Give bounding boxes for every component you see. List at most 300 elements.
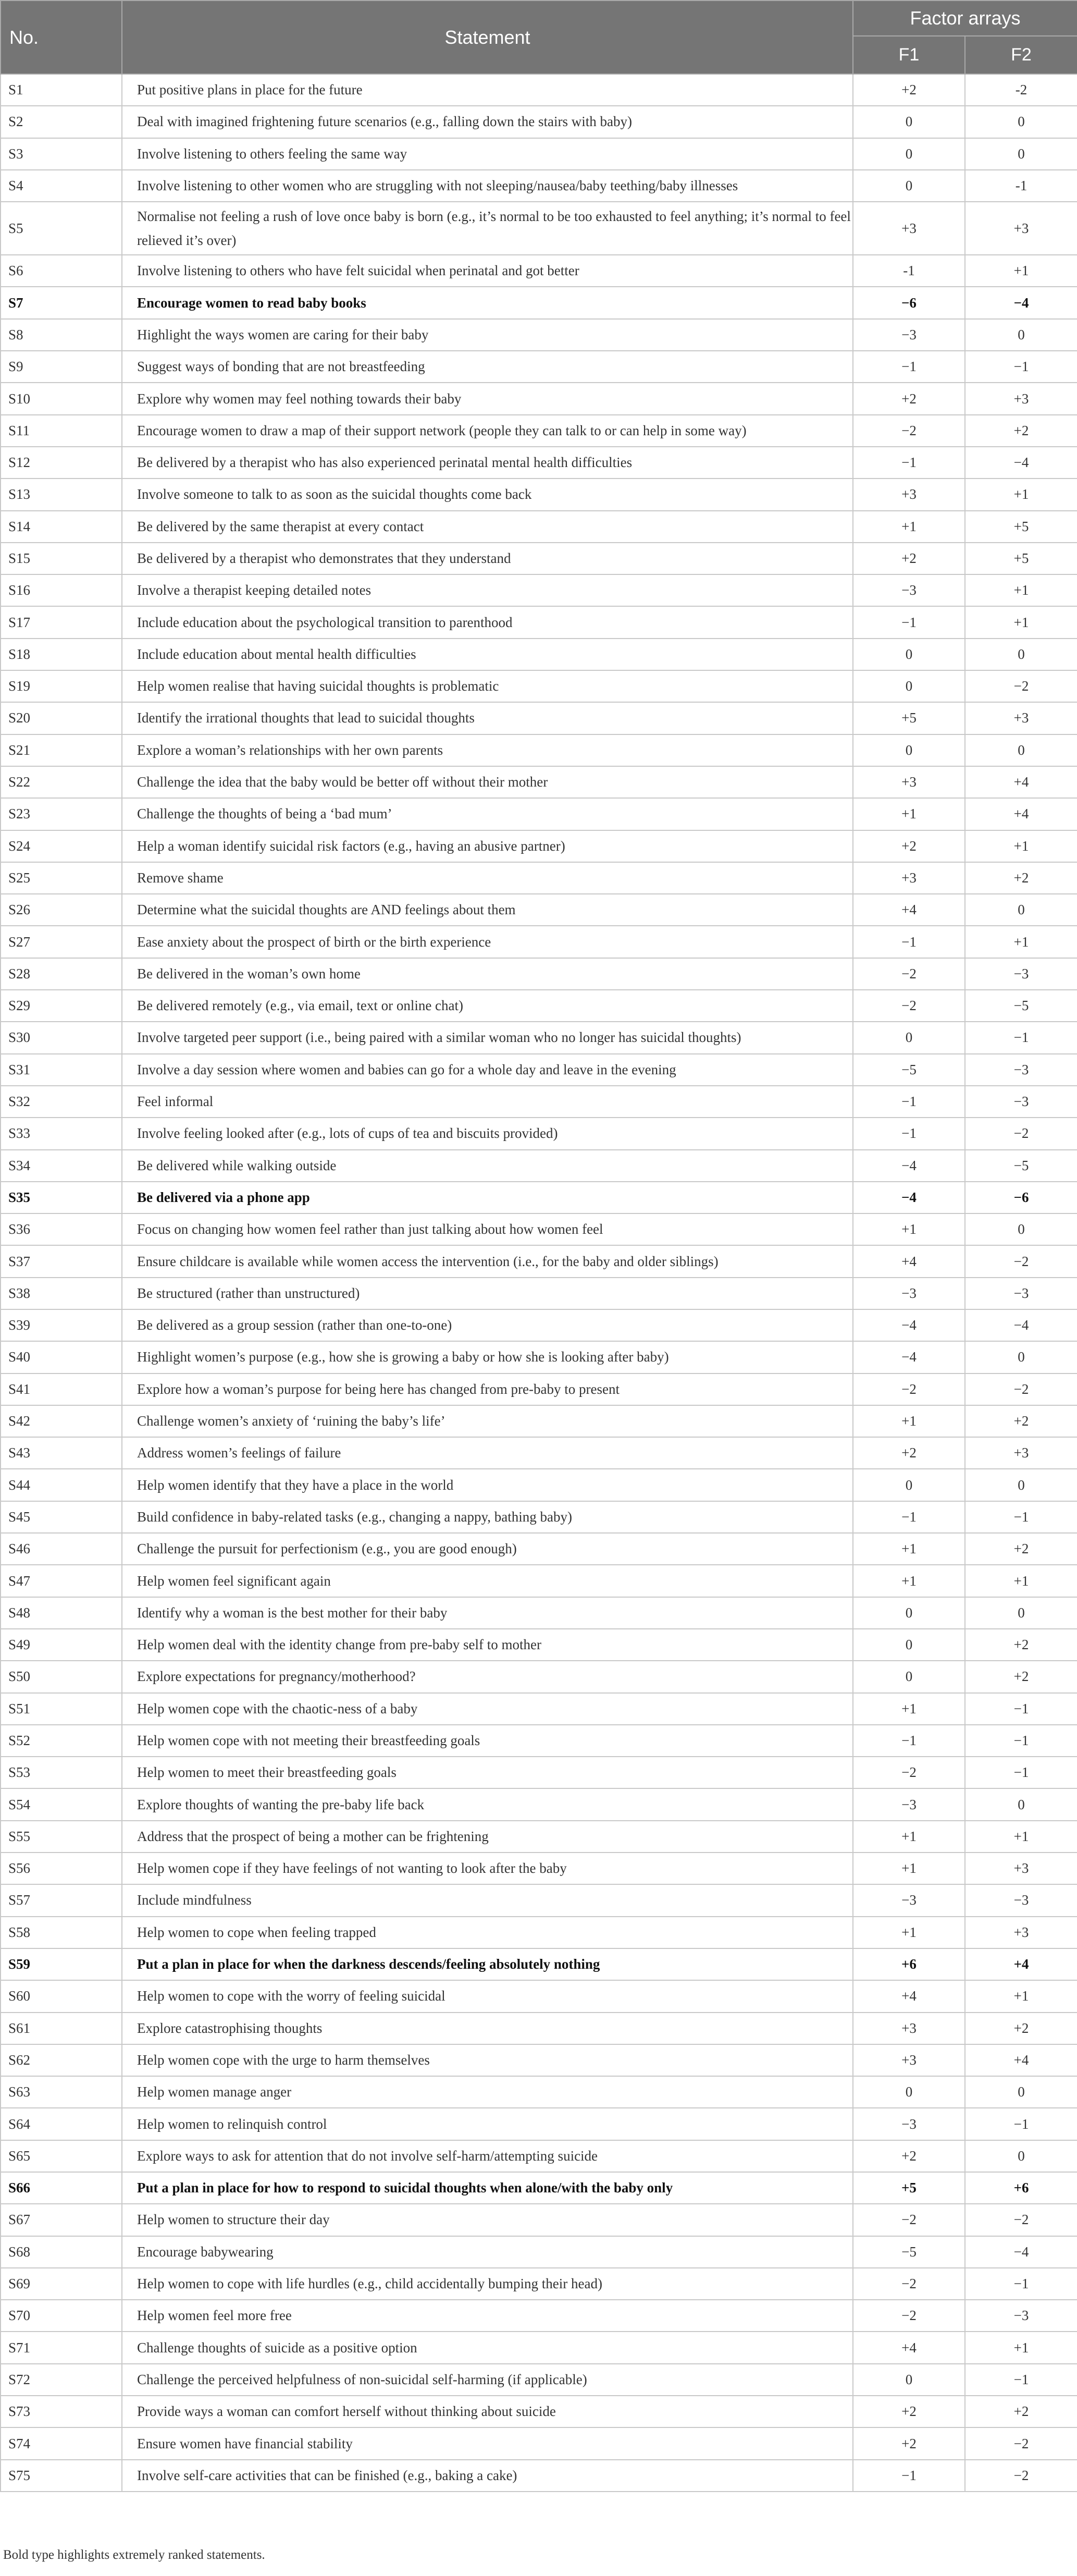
cell-no: S62 — [1, 2044, 122, 2076]
table-row — [1, 2268, 1077, 2300]
cell-statement: Explore catastrophising thoughts — [122, 2013, 853, 2044]
cell-statement: Help women realise that having suicidal thoughts is problematic — [122, 670, 853, 702]
cell-no: S8 — [1, 319, 122, 351]
cell-statement: Involve someone to talk to as soon as the suicidal thoughts come back — [122, 479, 853, 510]
table-row — [1, 1118, 1077, 1149]
cell-statement: Help women deal with the identity change from pre-baby self to mother — [122, 1629, 853, 1661]
cell-no: S59 — [1, 1948, 122, 1980]
cell-no: S73 — [1, 2396, 122, 2427]
cell-no: S6 — [1, 255, 122, 287]
cell-f1: −3 — [853, 1278, 965, 1309]
cell-statement: Highlight the ways women are caring for their baby — [122, 319, 853, 351]
cell-statement: Explore how a woman’s purpose for being here has changed from pre-baby to present — [122, 1373, 853, 1405]
cell-f1: +1 — [853, 1213, 965, 1245]
cell-f1: 0 — [853, 2076, 965, 2108]
cell-f2: 0 — [965, 2140, 1077, 2172]
cell-statement: Explore a woman’s relationships with her own parents — [122, 734, 853, 766]
cell-f1: +2 — [853, 2427, 965, 2459]
table-row — [1, 1182, 1077, 1213]
cell-f2: +4 — [965, 1948, 1077, 1980]
cell-f2: −2 — [965, 2204, 1077, 2236]
table-row — [1, 798, 1077, 830]
cell-f2: +5 — [965, 511, 1077, 543]
table-row — [1, 639, 1077, 670]
cell-no: S50 — [1, 1661, 122, 1692]
cell-statement: Highlight women’s purpose (e.g., how she is growing a baby or how she is looking after baby) — [122, 1341, 853, 1373]
cell-statement: Explore ways to ask for attention that do not involve self-harm/attempting suicide — [122, 2140, 853, 2172]
cell-statement: Involve listening to others feeling the same way — [122, 138, 853, 170]
cell-statement: Encourage women to draw a map of their support network (people they can talk to or can help in some way) — [122, 415, 853, 447]
cell-statement: Be delivered as a group session (rather than one-to-one) — [122, 1309, 853, 1341]
cell-statement: Help women cope with the urge to harm themselves — [122, 2044, 853, 2076]
table-row — [1, 1533, 1077, 1565]
cell-statement: Help women to cope with life hurdles (e.g., child accidentally bumping their head) — [122, 2268, 853, 2300]
cell-f1: −2 — [853, 2268, 965, 2300]
table-row — [1, 479, 1077, 510]
cell-f2: −1 — [965, 1757, 1077, 1788]
cell-no: S16 — [1, 574, 122, 606]
table-row — [1, 2076, 1077, 2108]
cell-f2: 0 — [965, 319, 1077, 351]
cell-statement: Put a plan in place for when the darkness descends/feeling absolutely nothing — [122, 1948, 853, 1980]
cell-no: S61 — [1, 2013, 122, 2044]
cell-statement: Put positive plans in place for the future — [122, 74, 853, 106]
cell-f1: -1 — [853, 255, 965, 287]
table-row — [1, 1373, 1077, 1405]
cell-no: S68 — [1, 2236, 122, 2268]
cell-f2: 0 — [965, 639, 1077, 670]
cell-statement: Address women’s feelings of failure — [122, 1437, 853, 1469]
cell-no: S52 — [1, 1725, 122, 1757]
table-row — [1, 1821, 1077, 1853]
cell-no: S21 — [1, 734, 122, 766]
cell-no: S32 — [1, 1086, 122, 1118]
table-row — [1, 1788, 1077, 1820]
cell-no: S47 — [1, 1565, 122, 1597]
cell-f2: 0 — [965, 1469, 1077, 1501]
cell-no: S75 — [1, 2460, 122, 2492]
cell-f2: +2 — [965, 2396, 1077, 2427]
cell-no: S25 — [1, 862, 122, 894]
cell-no: S38 — [1, 1278, 122, 1309]
table-row — [1, 1022, 1077, 1053]
cell-f1: +4 — [853, 894, 965, 926]
cell-f1: −2 — [853, 2300, 965, 2332]
cell-statement: Challenge women’s anxiety of ‘ruining the baby’s life’ — [122, 1405, 853, 1437]
cell-f1: 0 — [853, 734, 965, 766]
cell-f2: −2 — [965, 1245, 1077, 1277]
cell-statement: Be delivered by the same therapist at every contact — [122, 511, 853, 543]
cell-no: S20 — [1, 702, 122, 734]
cell-f1: −3 — [853, 319, 965, 351]
cell-f2: +1 — [965, 830, 1077, 862]
table-row — [1, 670, 1077, 702]
cell-f1: −1 — [853, 447, 965, 479]
cell-statement: Explore expectations for pregnancy/motherhood? — [122, 1661, 853, 1692]
cell-statement: Explore why women may feel nothing towards their baby — [122, 383, 853, 414]
table-row — [1, 1597, 1077, 1629]
cell-statement: Involve listening to others who have felt suicidal when perinatal and got better — [122, 255, 853, 287]
cell-f2: +3 — [965, 202, 1077, 255]
cell-no: S1 — [1, 74, 122, 106]
cell-no: S64 — [1, 2108, 122, 2140]
cell-statement: Be delivered while walking outside — [122, 1150, 853, 1182]
cell-no: S34 — [1, 1150, 122, 1182]
table-row — [1, 1693, 1077, 1725]
table-footnote: Bold type highlights extremely ranked statements. — [3, 2548, 265, 2562]
cell-statement: Involve self-care activities that can be finished (e.g., baking a cake) — [122, 2460, 853, 2492]
table-row — [1, 574, 1077, 606]
cell-f1: +4 — [853, 2332, 965, 2363]
cell-f2: −2 — [965, 1373, 1077, 1405]
table-row — [1, 2300, 1077, 2332]
cell-f2: −1 — [965, 1501, 1077, 1533]
cell-no: S44 — [1, 1469, 122, 1501]
cell-no: S49 — [1, 1629, 122, 1661]
cell-no: S65 — [1, 2140, 122, 2172]
cell-no: S10 — [1, 383, 122, 414]
cell-f1: −4 — [853, 1309, 965, 1341]
cell-f1: +3 — [853, 479, 965, 510]
cell-statement: Help women feel more free — [122, 2300, 853, 2332]
table-row — [1, 1661, 1077, 1692]
table-row — [1, 1565, 1077, 1597]
cell-statement: Encourage babywearing — [122, 2236, 853, 2268]
cell-f1: 0 — [853, 1022, 965, 1053]
cell-no: S28 — [1, 958, 122, 990]
cell-f2: 0 — [965, 106, 1077, 138]
cell-statement: Identify why a woman is the best mother for their baby — [122, 1597, 853, 1629]
cell-f1: +4 — [853, 1245, 965, 1277]
cell-statement: Be structured (rather than unstructured) — [122, 1278, 853, 1309]
table-row — [1, 1213, 1077, 1245]
cell-statement: Be delivered remotely (e.g., via email, text or online chat) — [122, 990, 853, 1022]
cell-f1: +1 — [853, 1853, 965, 1884]
cell-no: S13 — [1, 479, 122, 510]
table-row — [1, 734, 1077, 766]
cell-f1: −3 — [853, 574, 965, 606]
table-row — [1, 106, 1077, 138]
cell-f1: 0 — [853, 1629, 965, 1661]
cell-f1: 0 — [853, 1597, 965, 1629]
table-row — [1, 2332, 1077, 2363]
table-row — [1, 1245, 1077, 1277]
cell-f2: −3 — [965, 2300, 1077, 2332]
cell-f2: +1 — [965, 1565, 1077, 1597]
table-row — [1, 202, 1077, 255]
table-row — [1, 543, 1077, 574]
cell-f1: −5 — [853, 1054, 965, 1086]
cell-f2: −1 — [965, 2268, 1077, 2300]
cell-f2: −4 — [965, 287, 1077, 318]
table-row — [1, 1437, 1077, 1469]
cell-f1: −6 — [853, 287, 965, 318]
cell-no: S33 — [1, 1118, 122, 1149]
cell-no: S27 — [1, 926, 122, 958]
table-row — [1, 926, 1077, 958]
cell-no: S40 — [1, 1341, 122, 1373]
cell-statement: Remove shame — [122, 862, 853, 894]
cell-statement: Provide ways a woman can comfort herself without thinking about suicide — [122, 2396, 853, 2427]
table-row — [1, 447, 1077, 479]
cell-no: S37 — [1, 1245, 122, 1277]
cell-f1: +3 — [853, 202, 965, 255]
cell-statement: Help women to meet their breastfeeding goals — [122, 1757, 853, 1788]
cell-no: S22 — [1, 766, 122, 798]
cell-f2: −1 — [965, 351, 1077, 383]
cell-f1: +1 — [853, 1565, 965, 1597]
cell-no: S46 — [1, 1533, 122, 1565]
cell-statement: Help a woman identify suicidal risk factors (e.g., having an abusive partner) — [122, 830, 853, 862]
cell-f1: +6 — [853, 1948, 965, 1980]
cell-statement: Help women manage anger — [122, 2076, 853, 2108]
cell-f2: +3 — [965, 1437, 1077, 1469]
table-row — [1, 1853, 1077, 1884]
cell-f2: −3 — [965, 1086, 1077, 1118]
header-statement: Statement — [122, 1, 853, 74]
cell-no: S18 — [1, 639, 122, 670]
cell-statement: Help women cope if they have feelings of not wanting to look after the baby — [122, 1853, 853, 1884]
cell-statement: Suggest ways of bonding that are not breastfeeding — [122, 351, 853, 383]
cell-f2: 0 — [965, 1788, 1077, 1820]
cell-statement: Put a plan in place for how to respond to suicidal thoughts when alone/with the baby only — [122, 2172, 853, 2204]
cell-f2: +3 — [965, 383, 1077, 414]
cell-f2: −2 — [965, 670, 1077, 702]
table-row — [1, 1948, 1077, 1980]
cell-f1: −2 — [853, 1757, 965, 1788]
cell-f1: +1 — [853, 1821, 965, 1853]
cell-statement: Encourage women to read baby books — [122, 287, 853, 318]
table-row — [1, 830, 1077, 862]
table-row — [1, 74, 1077, 106]
table-row — [1, 1405, 1077, 1437]
cell-statement: Feel informal — [122, 1086, 853, 1118]
cell-f2: +2 — [965, 862, 1077, 894]
cell-statement: Determine what the suicidal thoughts are AND feelings about them — [122, 894, 853, 926]
header-no: No. — [1, 1, 122, 74]
cell-f2: +1 — [965, 479, 1077, 510]
table-row — [1, 1884, 1077, 1916]
cell-no: S36 — [1, 1213, 122, 1245]
cell-statement: Involve feeling looked after (e.g., lots of cups of tea and biscuits provided) — [122, 1118, 853, 1149]
cell-f2: +1 — [965, 606, 1077, 638]
cell-statement: Help women to structure their day — [122, 2204, 853, 2236]
cell-f2: 0 — [965, 734, 1077, 766]
cell-no: S29 — [1, 990, 122, 1022]
cell-statement: Help women cope with the chaotic-ness of a baby — [122, 1693, 853, 1725]
cell-no: S14 — [1, 511, 122, 543]
table-row — [1, 2204, 1077, 2236]
cell-f2: −2 — [965, 2460, 1077, 2492]
cell-f2: +2 — [965, 1629, 1077, 1661]
cell-statement: Challenge the pursuit for perfectionism (e.g., you are good enough) — [122, 1533, 853, 1565]
table-row — [1, 1054, 1077, 1086]
cell-no: S56 — [1, 1853, 122, 1884]
cell-statement: Focus on changing how women feel rather than just talking about how women feel — [122, 1213, 853, 1245]
cell-no: S70 — [1, 2300, 122, 2332]
cell-f1: +2 — [853, 543, 965, 574]
cell-f2: −5 — [965, 990, 1077, 1022]
cell-statement: Build confidence in baby-related tasks (e.g., changing a nappy, bathing baby) — [122, 1501, 853, 1533]
cell-f1: −1 — [853, 1086, 965, 1118]
cell-f1: −4 — [853, 1341, 965, 1373]
cell-f1: −2 — [853, 2204, 965, 2236]
cell-f2: +2 — [965, 1533, 1077, 1565]
cell-no: S66 — [1, 2172, 122, 2204]
cell-no: S24 — [1, 830, 122, 862]
cell-f2: −1 — [965, 1725, 1077, 1757]
cell-f1: 0 — [853, 670, 965, 702]
cell-statement: Include education about mental health difficulties — [122, 639, 853, 670]
cell-statement: Be delivered in the woman’s own home — [122, 958, 853, 990]
cell-f1: +1 — [853, 1917, 965, 1948]
table-row — [1, 2108, 1077, 2140]
cell-no: S45 — [1, 1501, 122, 1533]
cell-f1: −1 — [853, 2460, 965, 2492]
cell-f2: +2 — [965, 2013, 1077, 2044]
cell-f1: 0 — [853, 1661, 965, 1692]
cell-no: S19 — [1, 670, 122, 702]
table-row — [1, 2236, 1077, 2268]
cell-f2: −1 — [965, 2108, 1077, 2140]
cell-f1: 0 — [853, 2364, 965, 2396]
cell-no: S67 — [1, 2204, 122, 2236]
cell-statement: Ensure women have financial stability — [122, 2427, 853, 2459]
table-row — [1, 255, 1077, 287]
cell-no: S15 — [1, 543, 122, 574]
cell-f1: +1 — [853, 1533, 965, 1565]
table-row — [1, 1917, 1077, 1948]
cell-f2: +6 — [965, 2172, 1077, 2204]
cell-no: S11 — [1, 415, 122, 447]
cell-statement: Address that the prospect of being a mother can be frightening — [122, 1821, 853, 1853]
cell-f1: +5 — [853, 2172, 965, 2204]
cell-f1: +2 — [853, 2396, 965, 2427]
cell-f2: +1 — [965, 2332, 1077, 2363]
cell-statement: Be delivered via a phone app — [122, 1182, 853, 1213]
cell-f1: −1 — [853, 1501, 965, 1533]
cell-statement: Help women to relinquish control — [122, 2108, 853, 2140]
cell-no: S57 — [1, 1884, 122, 1916]
table-row — [1, 415, 1077, 447]
cell-statement: Challenge the thoughts of being a ‘bad mum’ — [122, 798, 853, 830]
table-row — [1, 1469, 1077, 1501]
cell-no: S71 — [1, 2332, 122, 2363]
cell-f2: +3 — [965, 1853, 1077, 1884]
table-row — [1, 1086, 1077, 1118]
cell-statement: Deal with imagined frightening future scenarios (e.g., falling down the stairs with baby) — [122, 106, 853, 138]
cell-f1: +2 — [853, 74, 965, 106]
cell-f2: 0 — [965, 1597, 1077, 1629]
cell-f2: −4 — [965, 1309, 1077, 1341]
cell-statement: Involve a therapist keeping detailed notes — [122, 574, 853, 606]
cell-no: S30 — [1, 1022, 122, 1053]
cell-f1: −3 — [853, 1884, 965, 1916]
cell-statement: Help women feel significant again — [122, 1565, 853, 1597]
cell-no: S12 — [1, 447, 122, 479]
header-factor-arrays: Factor arrays — [853, 1, 1077, 36]
table-header — [1, 1, 1077, 74]
cell-f2: +3 — [965, 1917, 1077, 1948]
cell-f2: +1 — [965, 574, 1077, 606]
cell-f1: +1 — [853, 1693, 965, 1725]
table-row — [1, 2427, 1077, 2459]
cell-f2: +3 — [965, 702, 1077, 734]
cell-f2: 0 — [965, 1341, 1077, 1373]
cell-statement: Challenge the perceived helpfulness of non-suicidal self-harming (if applicable) — [122, 2364, 853, 2396]
cell-f1: 0 — [853, 106, 965, 138]
cell-no: S58 — [1, 1917, 122, 1948]
cell-f1: −1 — [853, 1118, 965, 1149]
table-row — [1, 1341, 1077, 1373]
cell-f1: −1 — [853, 351, 965, 383]
cell-statement: Ease anxiety about the prospect of birth or the birth experience — [122, 926, 853, 958]
table-row — [1, 319, 1077, 351]
cell-f2: +1 — [965, 926, 1077, 958]
cell-no: S17 — [1, 606, 122, 638]
cell-f1: −1 — [853, 926, 965, 958]
cell-f1: +2 — [853, 830, 965, 862]
table-row — [1, 958, 1077, 990]
cell-f2: +4 — [965, 2044, 1077, 2076]
table-row — [1, 1757, 1077, 1788]
cell-statement: Involve listening to other women who are struggling with not sleeping/nausea/baby teething/baby illnesses — [122, 170, 853, 202]
table-row — [1, 351, 1077, 383]
cell-f2: +2 — [965, 415, 1077, 447]
cell-f1: +3 — [853, 766, 965, 798]
cell-f2: +4 — [965, 798, 1077, 830]
cell-f1: −3 — [853, 1788, 965, 1820]
cell-f1: −4 — [853, 1150, 965, 1182]
cell-f2: +5 — [965, 543, 1077, 574]
cell-no: S7 — [1, 287, 122, 318]
cell-f2: −3 — [965, 1884, 1077, 1916]
cell-statement: Help women to cope when feeling trapped — [122, 1917, 853, 1948]
header-f2: F2 — [965, 36, 1077, 74]
cell-no: S43 — [1, 1437, 122, 1469]
cell-f2: +1 — [965, 1821, 1077, 1853]
cell-no: S54 — [1, 1788, 122, 1820]
cell-f2: 0 — [965, 894, 1077, 926]
table-row — [1, 606, 1077, 638]
cell-f1: −3 — [853, 2108, 965, 2140]
cell-statement: Include education about the psychological transition to parenthood — [122, 606, 853, 638]
table-row — [1, 383, 1077, 414]
cell-f2: +1 — [965, 255, 1077, 287]
cell-f2: −4 — [965, 2236, 1077, 2268]
cell-no: S35 — [1, 1182, 122, 1213]
cell-no: S3 — [1, 138, 122, 170]
cell-no: S5 — [1, 202, 122, 255]
table-row — [1, 2172, 1077, 2204]
cell-statement: Involve a day session where women and babies can go for a whole day and leave in the evening — [122, 1054, 853, 1086]
cell-f2: -1 — [965, 170, 1077, 202]
cell-f1: +1 — [853, 798, 965, 830]
cell-f2: -2 — [965, 74, 1077, 106]
cell-f2: −1 — [965, 2364, 1077, 2396]
cell-statement: Be delivered by a therapist who demonstrates that they understand — [122, 543, 853, 574]
cell-f1: −5 — [853, 2236, 965, 2268]
cell-no: S41 — [1, 1373, 122, 1405]
cell-f2: +1 — [965, 1980, 1077, 2012]
cell-f2: −2 — [965, 1118, 1077, 1149]
cell-f1: +1 — [853, 1405, 965, 1437]
cell-f1: +3 — [853, 2044, 965, 2076]
table-row — [1, 1629, 1077, 1661]
cell-no: S69 — [1, 2268, 122, 2300]
cell-f1: 0 — [853, 170, 965, 202]
cell-statement: Help women to cope with the worry of feeling suicidal — [122, 1980, 853, 2012]
